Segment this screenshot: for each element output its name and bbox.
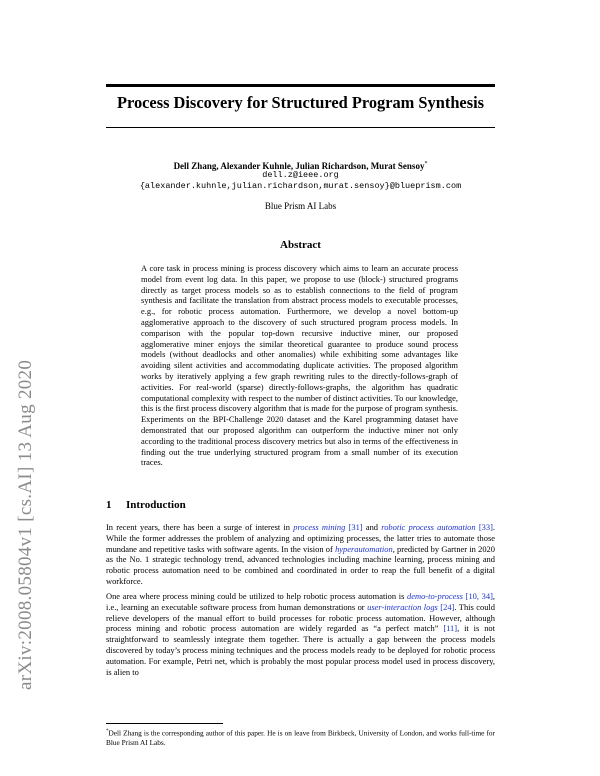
arxiv-side-stamp: arXiv:2008.05804v1 [cs.AI] 13 Aug 2020 xyxy=(15,359,36,690)
abstract-heading: Abstract xyxy=(280,239,321,251)
citation-link[interactable]: [31] xyxy=(348,522,363,532)
author-affiliation: Blue Prism AI Labs xyxy=(264,201,337,211)
author-names: Dell Zhang, Alexander Kuhnle, Julian Richardson, Murat Sensoy xyxy=(173,161,425,171)
citation-link[interactable]: [24] xyxy=(440,601,455,612)
citation-link[interactable]: [10, 34] xyxy=(465,591,493,601)
text-run: . While the former addresses the problem of analyzing and optimizing processes, the latter tries to automate those mundane and repetitive tasks with software agents. In the vision of xyxy=(106,522,496,554)
text-run: , predicted by Gartner in 2020 as the No. 1 strategic technology trend, advanced technologies including machine learning, process mining and robotic process automation need to be combined and coordinated in order to reap the full benefit of a digital workforce. xyxy=(106,543,495,586)
term-link-user-interaction-logs[interactable]: user-interaction logs xyxy=(367,601,438,612)
citation-link[interactable]: [11] xyxy=(443,623,458,634)
title-top-rule xyxy=(106,84,495,87)
intro-paragraph-1 xyxy=(106,522,495,587)
text-run: One area where process mining could be utilized to help robotic process automation is xyxy=(106,591,408,601)
footnote-rule xyxy=(106,723,223,724)
author-footnote-mark: * xyxy=(424,161,428,167)
intro-paragraph-2 xyxy=(106,591,495,677)
footnote xyxy=(106,727,495,747)
text-run: , i.e., learning an executable software process from human demonstrations or xyxy=(106,591,496,612)
abstract-body: A core task in process mining is process discovery which aims to learn an accurate process model from event log data. In this paper, we propose to use (block-) structured programs directly as target process models so as to establish connections to the field of program synthesis and facilitate the translation from abstract process models to executable processes, e.g., for robotic process automation. Furthermore, we develop a novel bottom-up agglomerative approach to the discovery of such structured program process models. In comparison with the popular top-down recursive inductive miner, our proposed agglomerative miner enjoys the similar theoretical guarantee to produce sound process models (without deadlocks and other anomalies) while exhibiting some advantages like avoiding silent activities and accommodating duplicate activities. The proposed algorithm works by iteratively applying a few graph rewriting rules to the directly-follows-graph of activities. For real-world (sparse) directly-follows-graphs, the algorithm has quadratic computational complexity with respect to the number of distinct activities. To our knowledge, this is the first process discovery algorithm that is made for the purpose of program synthesis. Experiments on the BPI-Challenge 2020 dataset and the Karel programming dataset have demonstrated that our proposed algorithm can outperform the inductive miner not only according to the traditional process discovery metrics but also in terms of the effectiveness in finding out the true underlying structured program from a small number of its execution traces. xyxy=(141,263,458,468)
text-run: In recent years, there has been a surge of interest in xyxy=(106,522,294,532)
title-bottom-rule xyxy=(106,127,495,128)
text-run: and xyxy=(362,522,382,532)
section-number: 1 xyxy=(106,499,112,511)
text-run: . This could relieve developers of the manual effort to build processes for robotic process automation. However, although process mining and robotic process automation are widely regarded as “a perfect match” xyxy=(106,601,495,634)
term-link-demo-to-process[interactable]: demo-to-process xyxy=(407,591,463,601)
term-link-robotic-process-automation[interactable]: robotic process automation xyxy=(381,522,476,532)
author-email-primary: dell.z@ieee.org xyxy=(262,170,339,180)
term-link-hyperautomation[interactable]: hyperautomation xyxy=(335,543,393,554)
author-email-group: {alexander.kuhnle,julian.richardson,murat.sensoy}@blueprism.com xyxy=(139,181,462,191)
text-run: , it is not straightforward to seamlessly integrate them together. There is actually a gap between the process models discovered by today’s process mining techniques and the process models ready to be deployed for robotic process automation. For example, Petri net, which is probably the most popular process model used in process discovery, is alien to xyxy=(106,623,495,677)
term-link-process-mining[interactable]: process mining xyxy=(293,522,346,532)
section-heading-introduction xyxy=(106,498,495,512)
citation-link[interactable]: [33] xyxy=(478,522,493,532)
paper-title: Process Discovery for Structured Program Synthesis xyxy=(116,93,485,112)
footnote-mark: * xyxy=(106,729,109,734)
footnote-text: Dell Zhang is the corresponding author of this paper. He is on leave from Birkbeck, University of London, and works full-time for Blue Prism AI Labs. xyxy=(106,728,495,747)
section-title: Introduction xyxy=(126,499,186,511)
